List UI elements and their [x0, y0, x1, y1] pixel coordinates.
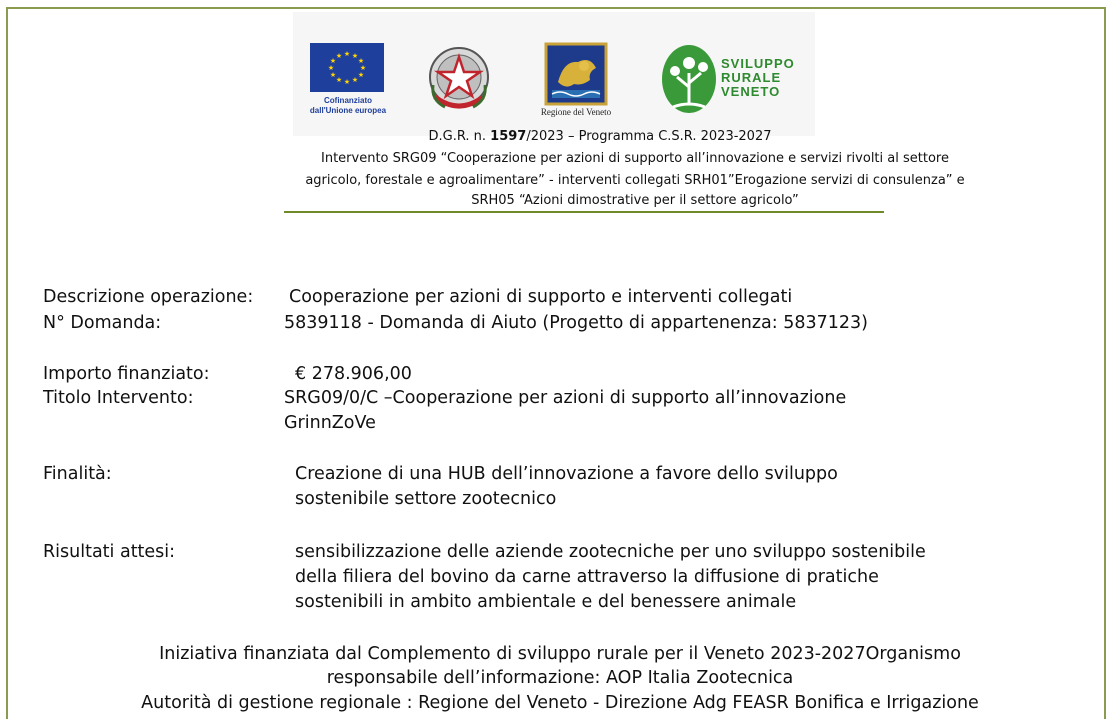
veneto-logo-caption: Regione del Veneto: [540, 107, 612, 117]
importo-label: Importo finanziato:: [43, 364, 210, 384]
descrizione-value: Cooperazione per azioni di supporto e interventi collegati: [289, 287, 793, 307]
svg-text:★: ★: [329, 57, 337, 65]
veneto-lion-crest-icon: [544, 42, 608, 106]
svg-text:★: ★: [335, 76, 343, 84]
header-intervento-line-3: SRH05 “Azioni dimostrative per il settore agricolo”: [471, 193, 799, 208]
svg-text:★: ★: [357, 57, 365, 65]
domanda-value: 5839118 - Domanda di Aiuto (Progetto di appartenenza: 5837123): [284, 313, 868, 333]
footer-line-1: Iniziativa finanziata dal Complemento di sviluppo rurale per il Veneto 2023-2027Organismo: [159, 644, 961, 664]
descrizione-label: Descrizione operazione:: [43, 287, 254, 307]
svg-text:★: ★: [329, 71, 337, 79]
italian-republic-emblem-icon: [427, 45, 492, 117]
svg-text:★: ★: [351, 76, 359, 84]
header-divider: [284, 211, 884, 213]
eu-flag-icon: [310, 43, 384, 92]
svg-text:★: ★: [327, 64, 335, 72]
titolo-label: Titolo Intervento:: [43, 388, 194, 408]
finalita-value: Creazione di una HUB dell’innovazione a favore dello sviluppo sostenibile settore zootecnico: [295, 464, 838, 509]
importo-value: € 278.906,00: [295, 364, 412, 384]
finalita-label: Finalità:: [43, 464, 112, 484]
svg-text:★: ★: [351, 52, 359, 60]
svg-text:★: ★: [335, 52, 343, 60]
footer-line-3: Autorità di gestione regionale : Regione del Veneto - Direzione Adg FEASR Bonifica e Irrigazione: [141, 693, 979, 713]
eu-logo-caption: Cofinanziato dall'Unione europea: [309, 96, 387, 115]
svg-text:★: ★: [357, 71, 365, 79]
domanda-label: N° Domanda:: [43, 313, 162, 333]
header-intervento-line-2: agricolo, forestale e agroalimentare” - interventi collegati SRH01”Erogazione servizi di consulenza” e: [305, 173, 965, 188]
svg-text:★: ★: [359, 64, 367, 72]
titolo-value: SRG09/0/C –Cooperazione per azioni di supporto all’innovazione GrinnZoVe: [284, 388, 847, 433]
sviluppo-rurale-wordmark: SVILUPPO RURALE VENETO: [721, 56, 795, 99]
sviluppo-rurale-tree-icon: [661, 43, 717, 115]
header-intervento-line-1: Intervento SRG09 “Cooperazione per azioni di supporto all’innovazione e servizi rivolti al settore: [321, 151, 949, 166]
header-dgr-line: D.G.R. n. 1597/2023 – Programma C.S.R. 2023-2027: [428, 129, 772, 144]
svg-text:★: ★: [343, 78, 351, 86]
svg-text:★: ★: [343, 50, 351, 58]
footer-line-2: responsabile dell’informazione: AOP Italia Zootecnica: [326, 668, 794, 688]
risultati-value: sensibilizzazione delle aziende zootecniche per uno sviluppo sostenibile della filiera del bovino da carne attraverso la diffusione di pratiche sostenibili in ambito ambientale e del benessere animale: [295, 542, 926, 612]
risultati-label: Risultati attesi:: [43, 542, 176, 562]
